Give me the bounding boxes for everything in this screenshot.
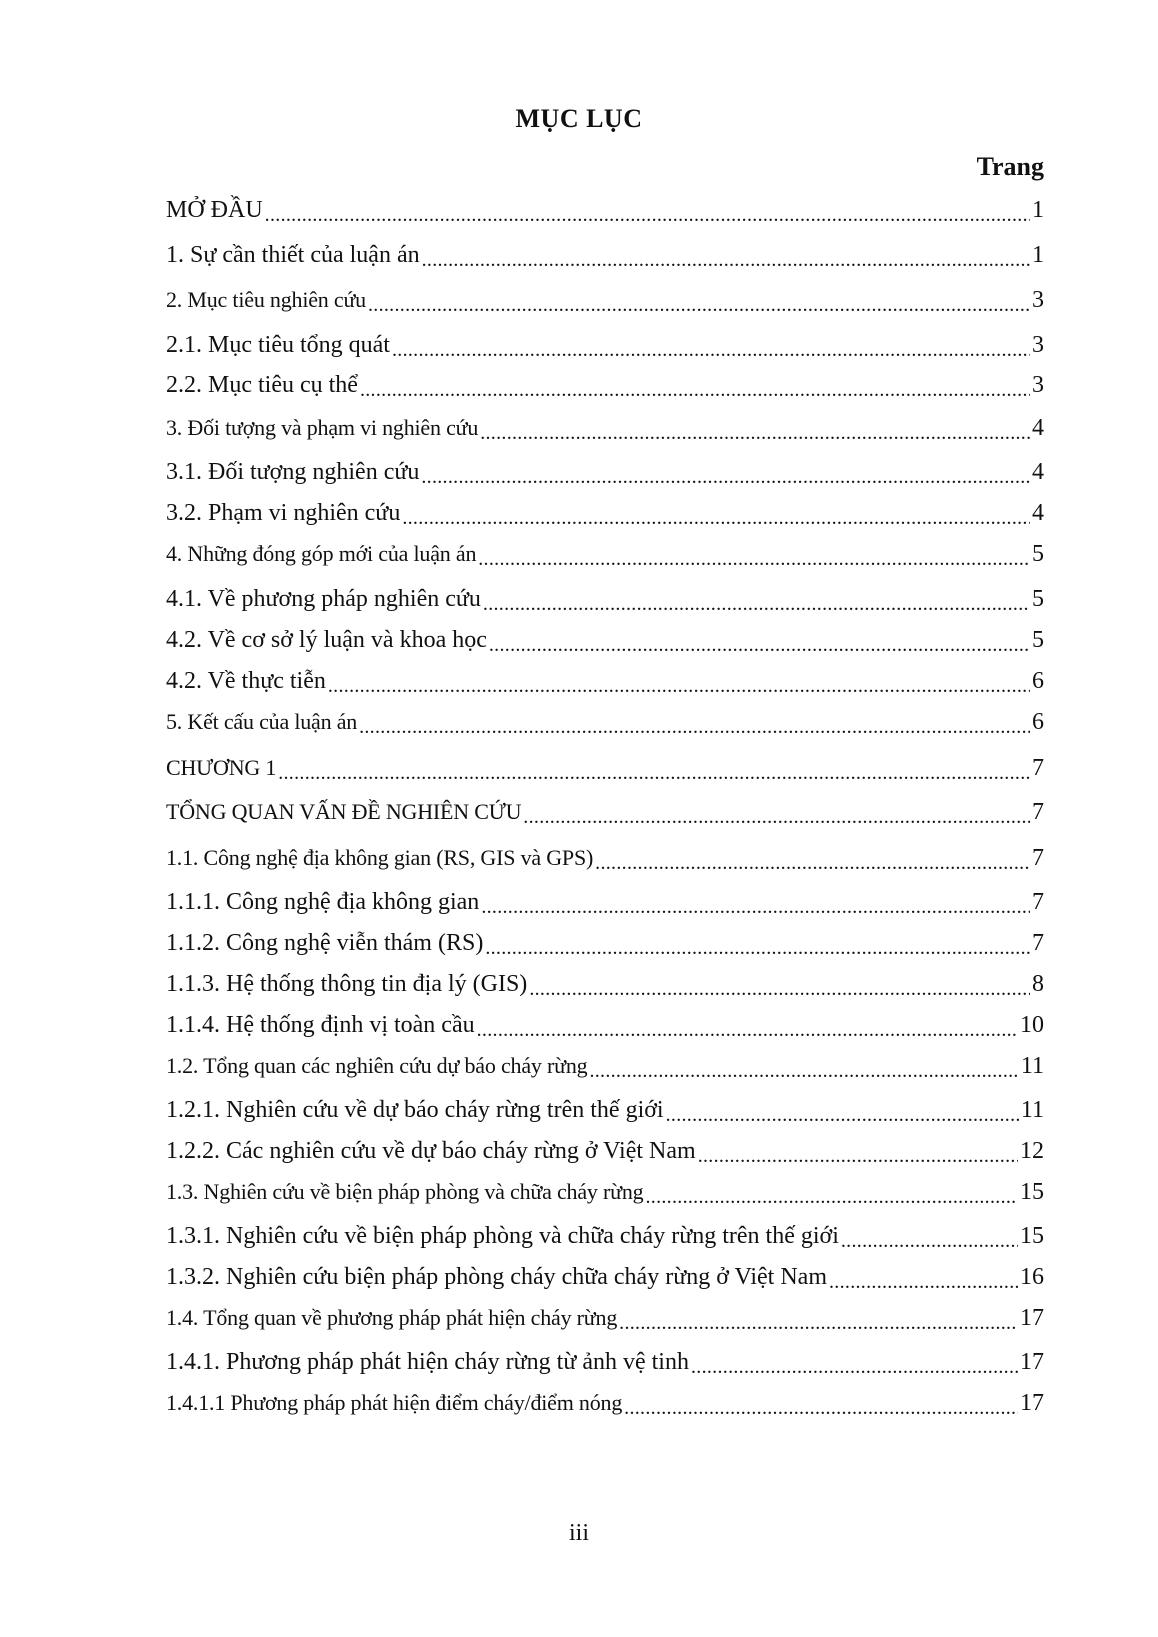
toc-entry-page: 11 bbox=[1020, 1097, 1044, 1123]
toc-entry-page: 15 bbox=[1020, 1179, 1044, 1205]
page-column-header: Trang bbox=[976, 152, 1044, 181]
toc-entry[interactable] bbox=[166, 1131, 1044, 1171]
toc-entry-page: 1 bbox=[1032, 242, 1044, 268]
dot-leader bbox=[691, 1342, 1018, 1382]
toc-entry-page: 11 bbox=[1020, 1053, 1044, 1079]
toc-entry-label: 3. Đối tượng và phạm vi nghiên cứu bbox=[166, 415, 479, 440]
toc-entry-page: 4 bbox=[1032, 415, 1044, 441]
toc-entry[interactable] bbox=[166, 923, 1044, 963]
toc-entry-label: 1.2. Tổng quan các nghiên cứu dự báo cháy rừng bbox=[166, 1053, 588, 1078]
toc-entry-label: 2.2. Mục tiêu cụ thể bbox=[166, 372, 358, 398]
dot-leader bbox=[483, 579, 1030, 619]
toc-entry-label: 4.1. Về phương pháp nghiên cứu bbox=[166, 586, 481, 612]
toc-entry-label: 1. Sự cần thiết của luận án bbox=[166, 242, 420, 268]
toc-entry-label: 1.1.2. Công nghệ viễn thám (RS) bbox=[166, 930, 484, 956]
toc-entry-page: 6 bbox=[1032, 709, 1044, 735]
toc-entry[interactable] bbox=[166, 702, 1044, 742]
dot-leader bbox=[489, 620, 1030, 660]
toc-entry-label: 1.1. Công nghệ địa không gian (RS, GIS và GPS) bbox=[166, 845, 594, 870]
toc-entry-page: 10 bbox=[1020, 1012, 1044, 1038]
toc-entry[interactable] bbox=[166, 1046, 1044, 1086]
toc-entry-page: 5 bbox=[1032, 627, 1044, 653]
dot-leader bbox=[841, 1216, 1018, 1256]
toc-entry-label: TỔNG QUAN VẤN ĐỀ NGHIÊN CỨU bbox=[166, 799, 522, 824]
toc-entry-label: 3.2. Phạm vi nghiên cứu bbox=[166, 500, 401, 526]
dot-leader bbox=[529, 964, 1030, 1004]
toc-entry-page: 17 bbox=[1020, 1305, 1044, 1331]
dot-leader bbox=[278, 748, 1030, 788]
dot-leader bbox=[523, 792, 1030, 832]
toc-entry-page: 6 bbox=[1032, 668, 1044, 694]
toc-entry[interactable] bbox=[166, 1172, 1044, 1212]
toc-entry-page: 1 bbox=[1032, 197, 1044, 223]
toc-entry-page: 7 bbox=[1032, 799, 1044, 825]
dot-leader bbox=[645, 1172, 1018, 1212]
toc-entry-label: 1.3.2. Nghiên cứu biện pháp phòng cháy chữa cháy rừng ở Việt Nam bbox=[166, 1264, 827, 1290]
toc-entry-page: 3 bbox=[1032, 372, 1044, 398]
dot-leader bbox=[829, 1257, 1018, 1297]
toc-entry[interactable] bbox=[166, 493, 1044, 533]
toc-entry[interactable] bbox=[166, 1216, 1044, 1256]
toc-entry[interactable] bbox=[166, 408, 1044, 448]
toc-entry-label: 1.3. Nghiên cứu về biện pháp phòng và chữa cháy rừng bbox=[166, 1179, 644, 1204]
toc-entry-label: 1.1.1. Công nghệ địa không gian bbox=[166, 889, 480, 915]
toc-entry[interactable] bbox=[166, 190, 1044, 230]
toc-entry-page: 4 bbox=[1032, 500, 1044, 526]
toc-entry[interactable] bbox=[166, 579, 1044, 619]
toc-entry-page: 7 bbox=[1032, 755, 1044, 781]
toc-entry-page: 7 bbox=[1032, 889, 1044, 915]
toc-entry[interactable] bbox=[166, 882, 1044, 922]
toc-entry-label: 2.1. Mục tiêu tổng quát bbox=[166, 332, 390, 358]
toc-entry-label: 1.2.1. Nghiên cứu về dự báo cháy rừng trên thế giới bbox=[166, 1097, 664, 1123]
toc-entry[interactable] bbox=[166, 661, 1044, 701]
toc-entry[interactable] bbox=[166, 1005, 1044, 1045]
toc-entry-page: 5 bbox=[1032, 586, 1044, 612]
page-number-footer: iii bbox=[568, 1520, 589, 1546]
dot-leader bbox=[481, 882, 1030, 922]
page-title: MỤC LỤC bbox=[515, 104, 643, 133]
toc-entry-page: 7 bbox=[1032, 930, 1044, 956]
toc-entry[interactable] bbox=[166, 452, 1044, 492]
dot-leader bbox=[265, 190, 1030, 230]
toc-entry-label: 1.3.1. Nghiên cứu về biện pháp phòng và chữa cháy rừng trên thế giới bbox=[166, 1223, 839, 1249]
toc-entry-page: 17 bbox=[1020, 1390, 1044, 1416]
dot-leader bbox=[328, 661, 1030, 701]
toc-entry-label: MỞ ĐẦU bbox=[166, 197, 263, 223]
dot-leader bbox=[698, 1131, 1018, 1171]
toc-entry-label: 1.2.2. Các nghiên cứu về dự báo cháy rừng ở Việt Nam bbox=[166, 1138, 696, 1164]
toc-entry-page: 17 bbox=[1020, 1349, 1044, 1375]
dot-leader bbox=[421, 452, 1030, 492]
dot-leader bbox=[368, 280, 1030, 320]
toc-entry-label: 4.2. Về thực tiễn bbox=[166, 668, 326, 694]
toc-entry[interactable] bbox=[166, 838, 1044, 878]
toc-entry-page: 8 bbox=[1032, 971, 1044, 997]
dot-leader bbox=[485, 923, 1030, 963]
toc-entry-page: 12 bbox=[1020, 1138, 1044, 1164]
toc-entry-label: 4.2. Về cơ sở lý luận và khoa học bbox=[166, 627, 487, 653]
dot-leader bbox=[477, 1005, 1018, 1045]
dot-leader bbox=[422, 235, 1030, 275]
toc-entry-page: 7 bbox=[1032, 845, 1044, 871]
toc-entry-label: 3.1. Đối tượng nghiên cứu bbox=[166, 459, 420, 485]
toc-entry-page: 4 bbox=[1032, 459, 1044, 485]
dot-leader bbox=[480, 408, 1030, 448]
dot-leader bbox=[360, 365, 1030, 405]
dot-leader bbox=[666, 1090, 1019, 1130]
dot-leader bbox=[392, 325, 1030, 365]
toc-entry-label: 4. Những đóng góp mới của luận án bbox=[166, 541, 477, 566]
toc-entry[interactable] bbox=[166, 1298, 1044, 1338]
toc-entry-label: 1.4. Tổng quan về phương pháp phát hiện cháy rừng bbox=[166, 1305, 618, 1330]
toc-entry-page: 15 bbox=[1020, 1223, 1044, 1249]
toc-entry[interactable] bbox=[166, 1090, 1044, 1130]
dot-leader bbox=[402, 493, 1030, 533]
toc-entry-page: 16 bbox=[1020, 1264, 1044, 1290]
toc-entry[interactable] bbox=[166, 1383, 1044, 1423]
toc-entry-page: 3 bbox=[1032, 287, 1044, 313]
toc-entry[interactable] bbox=[166, 792, 1044, 832]
toc-entry[interactable] bbox=[166, 748, 1044, 788]
toc-entry[interactable] bbox=[166, 1342, 1044, 1382]
dot-leader bbox=[595, 838, 1030, 878]
toc-entry-label: 1.4.1.1 Phương pháp phát hiện điểm cháy/điểm nóng bbox=[166, 1390, 623, 1415]
toc-entry-page: 5 bbox=[1032, 541, 1044, 567]
toc-entry[interactable] bbox=[166, 365, 1044, 405]
toc-entry-label: 1.4.1. Phương pháp phát hiện cháy rừng từ ảnh vệ tinh bbox=[166, 1349, 689, 1375]
toc-entry-label: 5. Kết cấu của luận án bbox=[166, 709, 358, 734]
dot-leader bbox=[589, 1046, 1018, 1086]
toc-entry-label: CHƯƠNG 1 bbox=[166, 755, 277, 780]
dot-leader bbox=[624, 1383, 1018, 1423]
toc-entry[interactable] bbox=[166, 280, 1044, 320]
toc-entry-label: 1.1.3. Hệ thống thông tin địa lý (GIS) bbox=[166, 971, 528, 997]
toc-entry[interactable] bbox=[166, 325, 1044, 365]
dot-leader bbox=[619, 1298, 1018, 1338]
toc-entry-page: 3 bbox=[1032, 332, 1044, 358]
dot-leader bbox=[359, 702, 1030, 742]
dot-leader bbox=[478, 534, 1030, 574]
toc-entry-label: 2. Mục tiêu nghiên cứu bbox=[166, 287, 366, 312]
toc-entry[interactable] bbox=[166, 534, 1044, 574]
toc-entry[interactable] bbox=[166, 1257, 1044, 1297]
toc-entry[interactable] bbox=[166, 235, 1044, 275]
toc-entry[interactable] bbox=[166, 620, 1044, 660]
toc-entry-label: 1.1.4. Hệ thống định vị toàn cầu bbox=[166, 1012, 475, 1038]
toc-entry[interactable] bbox=[166, 964, 1044, 1004]
